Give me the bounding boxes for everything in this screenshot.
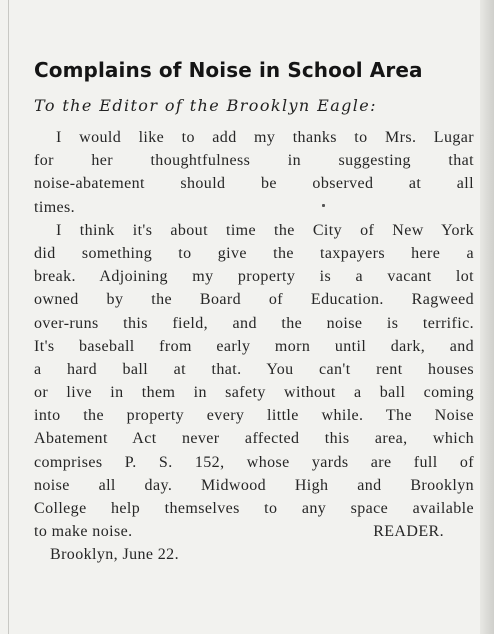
print-speck xyxy=(322,204,325,207)
text-line: I would like to add my thanks to Mrs. Lugar xyxy=(56,129,474,146)
left-border xyxy=(8,0,9,634)
closing-line xyxy=(34,520,444,543)
text-line: noise all day. Midwood High and Brooklyn xyxy=(34,476,474,494)
right-page-edge xyxy=(480,0,494,634)
text-line: noise-abatement should be observed at all xyxy=(34,175,474,193)
text-line: or live in them in safety without a ball coming xyxy=(34,384,474,402)
text-line: I think it's about time the City of New York xyxy=(56,221,474,239)
text-line: Abatement Act never affected this area, which xyxy=(34,430,474,448)
text-line: comprises P. S. 152, whose yards are full of xyxy=(34,453,474,471)
signature: READER. xyxy=(373,523,444,541)
salutation: To the Editor of the Brooklyn Eagle: xyxy=(34,96,377,115)
text-line: times. xyxy=(34,198,76,216)
closing-text: to make noise. xyxy=(34,523,133,541)
dateline: Brooklyn, June 22. xyxy=(50,546,179,564)
text-line: did something to give the taxpayers here a xyxy=(34,244,474,262)
text-line: It's baseball from early morn until dark, and xyxy=(34,337,474,355)
text-line: break. Adjoining my property is a vacant lot xyxy=(34,268,474,286)
text-line: over-runs this field, and the noise is terrific. xyxy=(34,314,474,332)
letter-body xyxy=(34,126,474,567)
text-line: for her thoughtfulness in suggesting that xyxy=(34,152,474,170)
text-line: owned by the Board of Education. Ragweed xyxy=(34,291,474,309)
text-line: a hard ball at that. You can't rent houses xyxy=(34,360,474,378)
headline: Complains of Noise in School Area xyxy=(34,58,423,82)
text-line: into the property every little while. The Noise xyxy=(34,407,474,425)
text-line: College help themselves to any space available xyxy=(34,500,474,517)
